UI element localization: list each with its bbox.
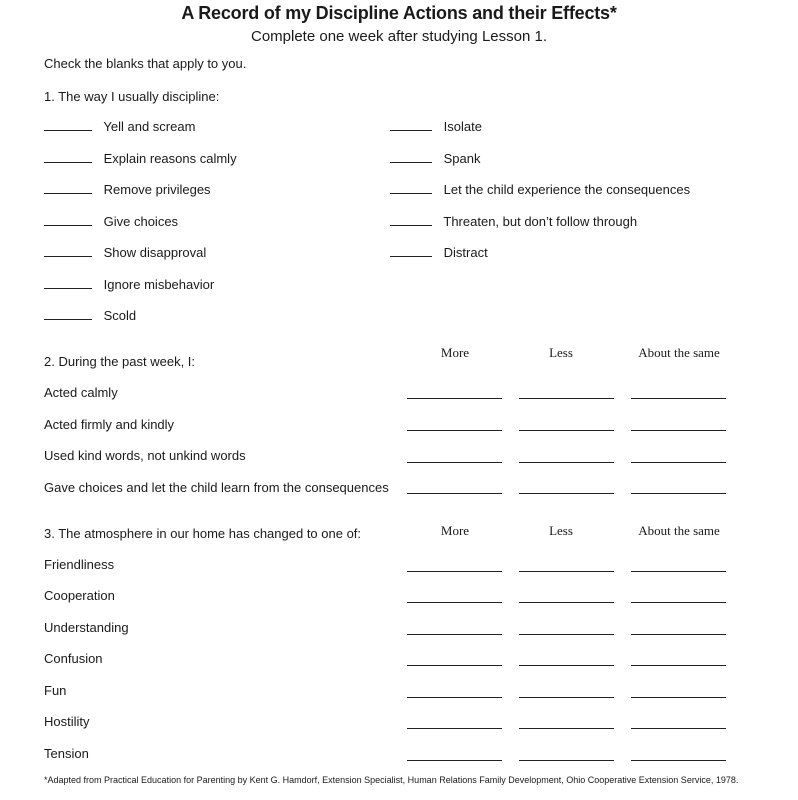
page-title: A Record of my Discipline Actions and their Effects* [181,3,617,23]
option-label: Distract [443,245,488,260]
rating-blank[interactable] [407,665,502,666]
rating-blank[interactable] [519,462,614,463]
option-label: Ignore misbehavior [103,277,215,292]
rating-blank[interactable] [407,697,502,698]
checkbox-blank[interactable] [44,162,92,163]
rating-blank[interactable] [519,634,614,635]
rating-blank[interactable] [519,697,614,698]
checkbox-blank[interactable] [44,256,92,257]
option-label: Show disapproval [103,245,207,260]
rating-row-label: Hostility [44,714,90,729]
rating-blank[interactable] [519,430,614,431]
option-label: Give choices [103,214,179,229]
option-row [390,151,481,166]
rating-blank[interactable] [631,697,726,698]
rating-row-label: Tension [44,746,89,761]
rating-row-label: Gave choices and let the child learn from the consequences [44,480,389,495]
rating-blank[interactable] [519,665,614,666]
option-label: Let the child experience the consequences [443,182,691,197]
option-label: Remove privileges [103,182,211,197]
rating-blank[interactable] [631,728,726,729]
checkbox-blank[interactable] [390,256,432,257]
rating-row-label: Friendliness [44,557,115,572]
section1-heading: 1. The way I usually discipline: [44,89,220,104]
option-row [390,119,482,134]
option-label: Isolate [443,119,482,134]
column-header-same: About the same [638,523,720,538]
column-header-less: Less [549,523,573,538]
checkbox-blank[interactable] [44,225,92,226]
rating-blank[interactable] [407,728,502,729]
rating-row-label: Acted calmly [44,385,118,400]
rating-blank[interactable] [519,760,614,761]
checkbox-blank[interactable] [44,193,92,194]
rating-blank[interactable] [631,760,726,761]
rating-blank[interactable] [407,462,502,463]
option-label: Explain reasons calmly [103,151,237,166]
rating-blank[interactable] [519,398,614,399]
section3-heading: 3. The atmosphere in our home has changed to one of: [44,526,362,541]
rating-blank[interactable] [631,665,726,666]
column-header-same: About the same [638,345,720,360]
rating-blank[interactable] [407,634,502,635]
column-header-less: Less [549,345,573,360]
option-label: Threaten, but don’t follow through [443,214,638,229]
rating-blank[interactable] [407,602,502,603]
page-subtitle: Complete one week after studying Lesson 1. [250,28,547,45]
option-row [44,119,195,134]
rating-row-label: Acted firmly and kindly [44,417,175,432]
option-row [44,308,136,323]
rating-blank[interactable] [519,571,614,572]
rating-blank[interactable] [407,430,502,431]
rating-blank[interactable] [519,728,614,729]
column-header-more: More [440,523,470,538]
checkbox-blank[interactable] [390,193,432,194]
instructions: Check the blanks that apply to you. [44,56,247,71]
checkbox-blank[interactable] [44,319,92,320]
option-label: Yell and scream [103,119,196,134]
footnote: *Adapted from Practical Education for Parenting by Kent G. Hamdorf, Extension Specialist, Human Relations Family Development, Ohio Cooperative Extension Service, 1978. [44,775,739,785]
rating-row-label: Used kind words, not unkind words [44,448,246,463]
rating-blank[interactable] [631,493,726,494]
option-row [44,277,214,292]
checkbox-blank[interactable] [44,130,92,131]
rating-blank[interactable] [631,398,726,399]
rating-row-label: Confusion [44,651,103,666]
column-header-more: More [440,345,470,360]
option-row [44,182,211,197]
rating-blank[interactable] [631,634,726,635]
rating-blank[interactable] [407,760,502,761]
checkbox-blank[interactable] [390,130,432,131]
rating-row-label: Cooperation [44,588,115,603]
option-label: Spank [443,151,481,166]
option-row [390,182,690,197]
rating-blank[interactable] [631,462,726,463]
rating-blank[interactable] [519,493,614,494]
rating-row-label: Understanding [44,620,129,635]
checkbox-blank[interactable] [390,162,432,163]
rating-blank[interactable] [407,493,502,494]
rating-blank[interactable] [631,602,726,603]
option-row [44,245,206,260]
rating-blank[interactable] [631,430,726,431]
option-row [44,214,178,229]
rating-blank[interactable] [407,398,502,399]
rating-blank[interactable] [519,602,614,603]
rating-row-label: Fun [44,683,67,698]
section2-heading: 2. During the past week, I: [44,354,196,369]
rating-blank[interactable] [631,571,726,572]
option-row [390,245,488,260]
option-row [390,214,637,229]
checkbox-blank[interactable] [390,225,432,226]
rating-blank[interactable] [407,571,502,572]
option-row [44,151,237,166]
checkbox-blank[interactable] [44,288,92,289]
option-label: Scold [103,308,137,323]
